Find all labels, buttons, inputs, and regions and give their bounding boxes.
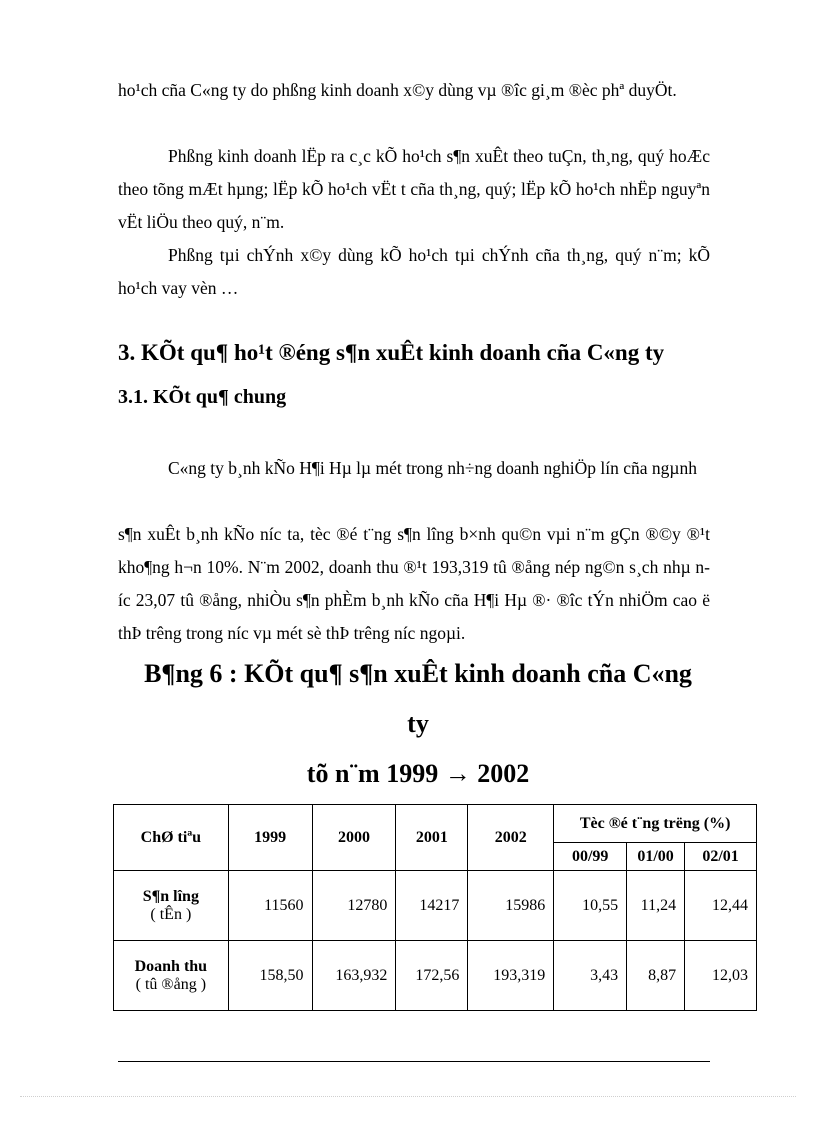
header-growth-02-01: 02/01 — [685, 843, 757, 871]
table-cell: 15986 — [468, 871, 554, 941]
table-row — [114, 941, 757, 1011]
table-cell: 11,24 — [627, 871, 685, 941]
section-heading: 3. KÕt qu¶ ho¹t ®éng s¶n xuÊt kinh doanh cña C«ng ty — [118, 340, 665, 365]
row-label-unit: ( tû ®ång ) — [135, 975, 207, 993]
table-header-row — [114, 805, 757, 843]
table-title-line-2: ty — [407, 709, 429, 738]
header-growth-rate: Tèc ®é t¨ng trëng (%) — [554, 805, 757, 843]
table-cell: 172,56 — [396, 941, 468, 1011]
row-label-revenue — [114, 941, 229, 1011]
subsection-heading: 3.1. KÕt qu¶ chung — [118, 386, 287, 408]
header-year-2000: 2000 — [312, 805, 396, 871]
header-year-2002: 2002 — [468, 805, 554, 871]
table-title-line-3: tõ n¨m 1999 → 2002 — [306, 759, 530, 788]
page-edge-dotted-line — [20, 1096, 796, 1097]
header-year-2001: 2001 — [396, 805, 468, 871]
paragraph-company-intro: C«ng ty b¸nh kÑo H¶i Hµ lµ mét trong nh÷ng doanh nghiÖp lín cña ngµnh — [168, 458, 697, 478]
header-growth-01-00: 01/00 — [627, 843, 685, 871]
table-cell: 12,03 — [685, 941, 757, 1011]
paragraph-plan-approval: ho¹ch cña C«ng ty do phßng kinh doanh x©y dùng vµ ®îc gi¸m ®èc phª duyÖt. — [118, 80, 677, 100]
table-cell: 193,319 — [468, 941, 554, 1011]
results-table — [113, 804, 757, 1011]
header-year-1999: 1999 — [228, 805, 312, 871]
table-cell: 3,43 — [554, 941, 627, 1011]
row-label-output — [114, 871, 229, 941]
row-label-unit: ( tÊn ) — [150, 905, 192, 923]
table-cell: 12,44 — [685, 871, 757, 941]
table-cell: 10,55 — [554, 871, 627, 941]
table-row — [114, 871, 757, 941]
header-growth-00-99: 00/99 — [554, 843, 627, 871]
paragraph-company-results: s¶n xuÊt b¸nh kÑo níc ta, tèc ®é t¨ng s¶n lîng b×nh qu©n vµi n¨m gÇn ®©y ®¹t kho¶ng h¬n 10%. N¨m 2002, doanh thu ®¹t 193,319 tû ®ång nép ng©n s¸ch nhµ níc 23,07 tû ®ång, nhiÒu s¶n phÈm b¸nh kÑo cña H¶i Hµ ®· ®îc tÝn nhiÖm cao ë thÞ trêng trong níc vµ mét sè thÞ trêng níc ngoµi. — [118, 524, 710, 643]
table-cell: 163,932 — [312, 941, 396, 1011]
row-label-text: Doanh thu — [134, 957, 208, 975]
row-label-text: S¶n lîng — [142, 887, 199, 905]
table-cell: 8,87 — [627, 941, 685, 1011]
paragraph-finance-dept: Phßng tµi chÝnh x©y dùng kÕ ho¹ch tµi chÝnh cña th¸ng, quý n¨m; kÕ ho¹ch vay vèn … — [118, 245, 710, 298]
header-indicator: ChØ tiªu — [114, 805, 229, 871]
table-cell: 12780 — [312, 871, 396, 941]
table-title-line-1: B¶ng 6 : KÕt qu¶ s¶n xuÊt kinh doanh cña C«ng — [144, 659, 692, 688]
table-cell: 14217 — [396, 871, 468, 941]
table-cell: 11560 — [228, 871, 312, 941]
paragraph-business-dept: Phßng kinh doanh lËp ra c¸c kÕ ho¹ch s¶n xuÊt theo tuÇn, th¸ng, quý hoÆc theo tõng mÆt hµng; lËp kÕ ho¹ch vËt t cña th¸ng, quý; lËp kÕ ho¹ch nhËp nguyªn vËt liÖu theo quý, n¨m. — [118, 146, 710, 232]
footer-divider — [118, 1061, 710, 1062]
table-cell: 158,50 — [228, 941, 312, 1011]
